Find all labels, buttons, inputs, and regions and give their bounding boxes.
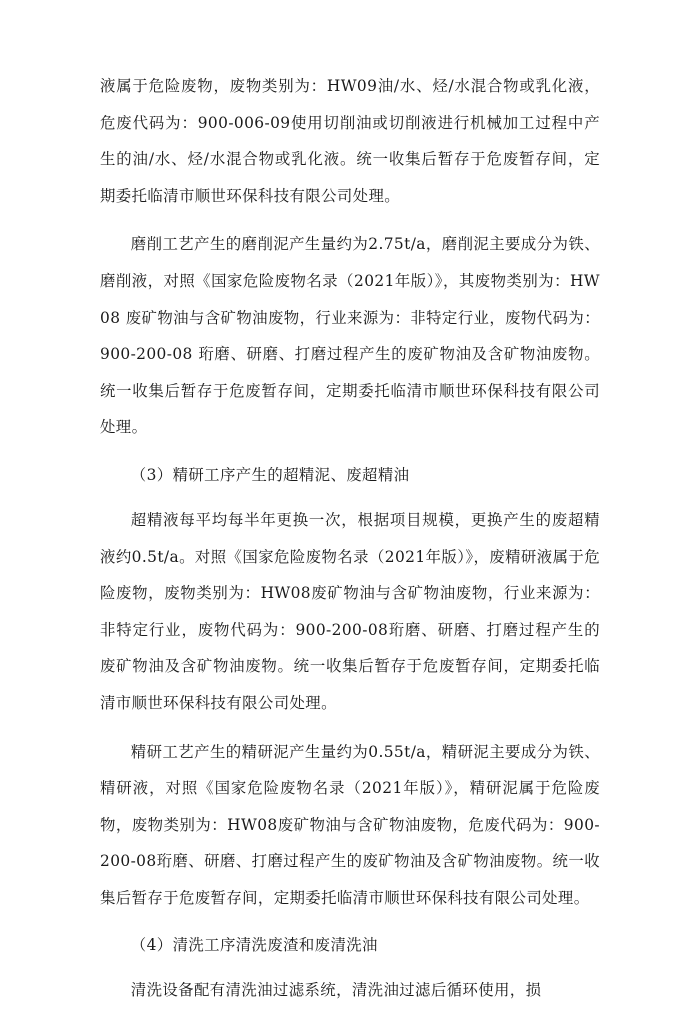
paragraph-cleaning-oil: 清洗设备配有清洗油过滤系统，清洗油过滤后循环使用，损 bbox=[130, 981, 542, 1000]
paragraph-waste-emulsion: 液属于危险废物，废物类别为：HW09油/水、烃/水混合物或乳化液，危废代码为：900-006-09使用切削油或切削液进行机械加工过程中产生的油/水、烃/水混合物或乳化液。统一收集后暂存于危废暂存间，定期委托临清市顺世环保科技有限公司处理。 bbox=[100, 77, 600, 205]
paragraph-lapping-sludge: 精研工艺产生的精研泥产生量约为0.55t/a，精研泥主要成分为铁、精研液，对照《国家危险废物名录（2021年版）》，精研泥属于危险废物，废物类别为：HW08废矿物油与含矿物油废物，危废代码为：900-200-08珩磨、研磨、打磨过程产生的废矿物油及含矿物油废物。统一收集后暂存于危废暂存间，定期委托临清市顺世环保科技有限公司处理。 bbox=[100, 742, 600, 907]
paragraph-superfinishing-fluid: 超精液每平均每半年更换一次，根据项目规模，更换产生的废超精液约0.5t/a。对照《国家危险废物名录（2021年版）》，废精研液属于危险废物，废物类别为：HW08废矿物油与含矿物油废物，行业来源为：非特定行业，废物代码为：900-200-08珩磨、研磨、打磨过程产生的废矿物油及含矿物油废物。统一收集后暂存于危废暂存间，定期委托临清市顺世环保科技有限公司处理。 bbox=[100, 510, 600, 712]
paragraph-grinding-sludge: 磨削工艺产生的磨削泥产生量约为2.75t/a，磨削泥主要成分为铁、磨削液，对照《国家危险废物名录（2021年版）》，其废物类别为：HW08 废矿物油与含矿物油废物，行业来源为：非特定行业，废物代码为：900-200-08 珩磨、研磨、打磨过程产生的废矿物油及含矿物油废物。统一收集后暂存于危废暂存间，定期委托临清市顺世环保科技有限公司处理。 bbox=[100, 235, 600, 437]
section-heading-3: （3）精研工序产生的超精泥、废超精油 bbox=[130, 465, 410, 484]
section-heading-4: （4）清洗工序清洗废渣和废清洗油 bbox=[130, 936, 378, 955]
